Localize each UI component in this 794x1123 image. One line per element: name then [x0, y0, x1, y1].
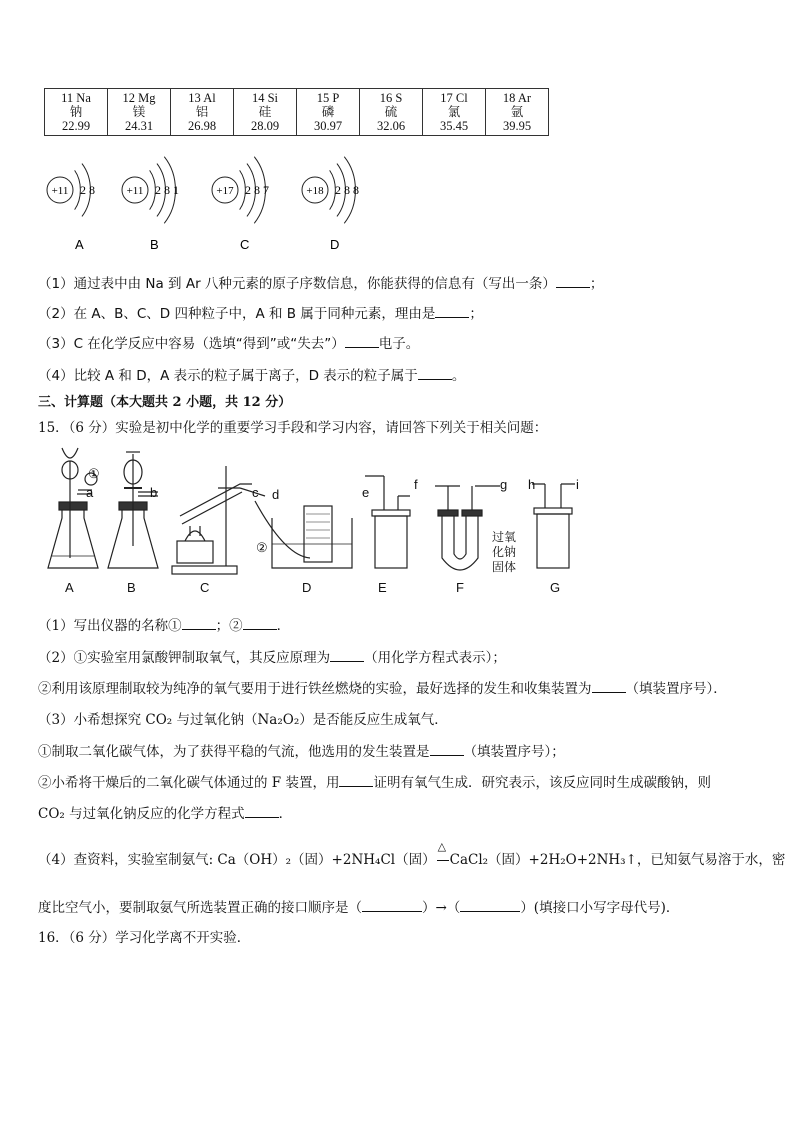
apparatus-g	[532, 484, 575, 568]
element-cell: 15 P 磷 30.97	[297, 89, 360, 136]
q15-part4: （4）查资料，实验室制氨气: Ca（OH）₂（固）+2NH₄Cl（固） △ CaCl₂（固）+2H₂O+2NH₃↑，已知氨气易溶于水，密	[38, 840, 786, 868]
apparatus-f	[435, 486, 500, 570]
q15-intro: 15．（6 分）实验是初中化学的重要学习手段和学习内容，请回答下列关于相关问题：	[38, 420, 548, 436]
element-cell: 11 Na 钠 22.99	[45, 89, 108, 136]
electron-counts: 2 8 7	[245, 183, 269, 197]
q14-part3: （3）C 在化学反应中容易（选填“得到”或“失去”） 电子。	[38, 336, 420, 352]
element-cell: 12 Mg 镁 24.31	[108, 89, 171, 136]
q15-part3b: ②小希将干燥后的二氧化碳气体通过的 F 装置，用 证明有氧气生成．研究表示，该反应同时生成碳酸钠，则	[38, 775, 711, 791]
q15-part3c: CO₂ 与过氧化钠反应的化学方程式 ．	[38, 806, 293, 822]
electron-counts: 2 8	[80, 183, 95, 197]
nucleus-charge: +18	[306, 185, 324, 197]
q14-part1: （1）通过表中由 Na 到 Ar 八种元素的原子序数信息，你能获得的信息有（写出一条） ；	[38, 276, 604, 292]
apparatus-label: E	[378, 580, 387, 595]
atom-diagrams	[40, 142, 380, 257]
electron-counts: 2 8 1	[155, 183, 179, 197]
port-f: f	[414, 477, 418, 492]
element-cell: 13 Al 铝 26.98	[171, 89, 234, 136]
apparatus-label: G	[550, 580, 561, 595]
port-d: d	[272, 487, 280, 502]
nucleus-charge: +11	[51, 185, 69, 197]
electron-counts: 2 8 8	[335, 183, 359, 197]
element-cell: 16 S 硫 32.06	[360, 89, 423, 136]
element-cell: 17 Cl 氯 35.45	[423, 89, 486, 136]
port-c: c	[252, 485, 259, 500]
apparatus-c	[172, 466, 265, 574]
f-reagent-label: 过氧 化钠 固体	[492, 530, 517, 574]
port-1: ①	[88, 466, 100, 481]
atom-label: A	[75, 237, 84, 252]
nucleus-charge: +17	[216, 185, 234, 197]
q14-part4: （4）比较 A 和 D，A 表示的粒子属于离子，D 表示的粒子属于 。	[38, 368, 466, 384]
q15-part3a: ①制取二氧化碳气体，为了获得平稳的气流，他选用的发生装置是 （填装置序号）；	[38, 744, 565, 760]
q15-part2: （2）①实验室用氯酸钾制取氧气，其反应原理为 （用化学方程式表示）；	[38, 650, 506, 666]
apparatus-b	[108, 452, 158, 568]
q16-title: 16．（6 分）学习化学离不开实验．	[38, 930, 251, 946]
atom-label: C	[240, 237, 250, 252]
apparatus-label: F	[456, 580, 464, 595]
q15-part2b: ②利用该原理制取较为纯净的氧气要用于进行铁丝燃烧的实验，最好选择的发生和收集装置为 （填装置序号）．	[38, 681, 727, 697]
port-h: h	[528, 477, 536, 492]
port-b: b	[150, 485, 158, 500]
section-heading: 三、计算题（本大题共 2 小题，共 12 分）	[38, 395, 292, 410]
nucleus-charge: +11	[126, 185, 144, 197]
q15-part4c: 度比空气小，要制取氨气所选装置正确的接口顺序是（ ）→（ ）(填接口小写字母代号)．	[38, 900, 680, 916]
apparatus-label: C	[200, 580, 210, 595]
port-g: g	[500, 477, 508, 492]
q14-part2: （2）在 A、B、C、D 四种粒子中，A 和 B 属于同种元素，理由是 ；	[38, 306, 483, 322]
apparatus-label: B	[127, 580, 136, 595]
q15-part1: （1）写出仪器的名称① ；② ．	[38, 618, 291, 634]
atom-label: D	[330, 237, 340, 252]
q15-part3: （3）小希想探究 CO₂ 与过氧化钠（Na₂O₂）是否能反应生成氧气．	[38, 712, 448, 728]
port-a: a	[86, 485, 94, 500]
element-cell: 14 Si 硅 28.09	[234, 89, 297, 136]
port-e: e	[362, 485, 370, 500]
port-2: ②	[256, 540, 268, 555]
apparatus-e	[365, 476, 410, 568]
apparatus-d	[255, 501, 352, 568]
periodic-table	[44, 88, 549, 136]
element-cell: 18 Ar 氩 39.95	[486, 89, 549, 136]
apparatus-label: D	[302, 580, 312, 595]
atom-label: B	[150, 237, 159, 252]
apparatus-label: A	[65, 580, 74, 595]
port-i: i	[576, 477, 579, 492]
